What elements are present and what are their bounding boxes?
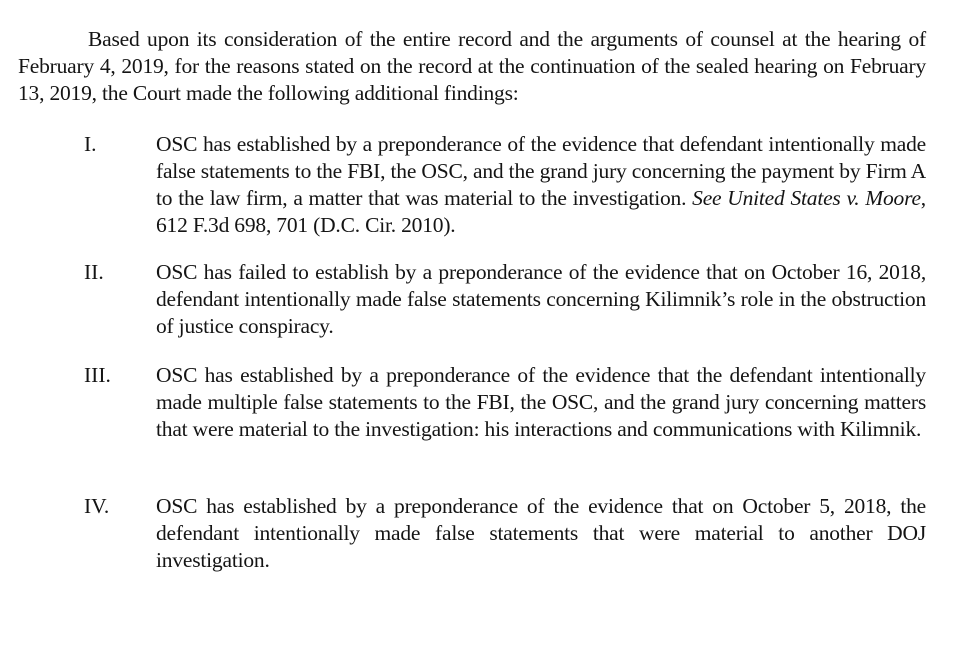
case-citation-name: See United States v. Moore xyxy=(692,186,921,210)
finding-text: OSC has failed to establish by a preponderance of the evidence that on October 16, 2018, defendant intentionally made false statements concerning Kilimnik’s role in the obstruction of justice conspiracy. xyxy=(156,260,926,338)
finding-text: OSC has established by a preponderance of the evidence that on October 5, 2018, the defendant intentionally made false statements that were material to another DOJ investigation. xyxy=(156,494,926,572)
finding-numeral: II. xyxy=(84,260,104,284)
finding-body: OSC has established by a preponderance of the evidence that defendant intentionally made false statements to the FBI, the OSC, and the grand jury concerning the payment by Firm A to the law firm, a matter that was material to the investigation. xyxy=(156,132,926,210)
finding-numeral: III. xyxy=(84,363,111,387)
finding-numeral: I. xyxy=(84,132,97,156)
intro-paragraph: Based upon its consideration of the entire record and the arguments of counsel at the hearing of February 4, 2019, for the reasons stated on the record at the continuation of the sealed hearing on February 13, 2019, the Court made the following additional findings: xyxy=(18,27,926,105)
finding-text xyxy=(156,131,926,239)
case-citation-reference: , 612 F.3d 698, 701 (D.C. Cir. 2010). xyxy=(156,186,926,237)
finding-numeral: IV. xyxy=(84,494,110,518)
finding-text: OSC has established by a preponderance of the evidence that the defendant intentionally made multiple false statements to the FBI, the OSC, and the grand jury concerning matters that were material to the investigation: his interactions and communications with Kilimnik. xyxy=(156,363,926,441)
